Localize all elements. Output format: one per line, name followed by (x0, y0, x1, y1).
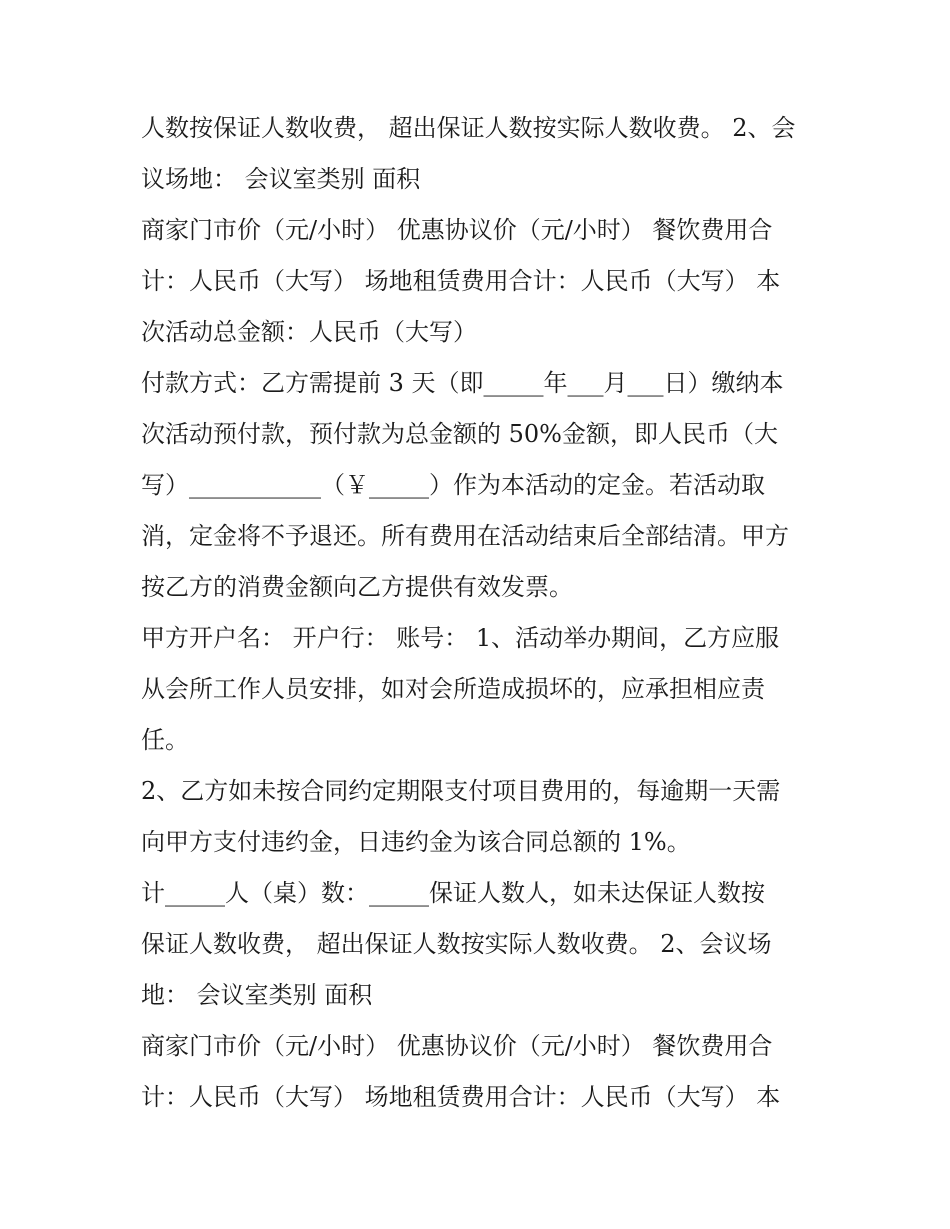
text-line: 付款方式：乙方需提前 3 天（即_____年___月___日）缴纳本 (141, 369, 784, 397)
text-line: 计：人民币（大写） 场地租赁费用合计：人民币（大写） 本 (141, 1083, 781, 1111)
text-line: 计：人民币（大写） 场地租赁费用合计：人民币（大写） 本 (141, 267, 781, 295)
text-line: 2、乙方如未按合同约定期限支付项目费用的，每逾期一天需 (141, 777, 781, 805)
text-line: 商家门市价（元/小时） 优惠协议价（元/小时） 餐饮费用合 (141, 216, 773, 244)
text-line: 议场地： 会议室类别 面积 (141, 165, 421, 193)
document-body (141, 103, 821, 1123)
text-line: 消，定金将不予退还。所有费用在活动结束后全部结清。甲方 (141, 522, 789, 550)
text-line: 按乙方的消费金额向乙方提供有效发票。 (141, 573, 573, 601)
text-line: 从会所工作人员安排，如对会所造成损坏的，应承担相应责 (141, 675, 765, 703)
text-line: 地： 会议室类别 面积 (141, 981, 373, 1009)
text-line: 次活动总金额：人民币（大写） (141, 318, 477, 346)
text-line: 任。 (141, 726, 189, 754)
text-line: 人数按保证人数收费， 超出保证人数按实际人数收费。 2、会 (141, 114, 796, 142)
text-line: 保证人数收费， 超出保证人数按实际人数收费。 2、会议场 (141, 930, 772, 958)
text-line: 向甲方支付违约金，日违约金为该合同总额的 1%。 (141, 828, 691, 856)
text-line: 次活动预付款，预付款为总金额的 50%金额，即人民币（大 (141, 420, 778, 448)
text-line: 写）___________（￥_____）作为本活动的定金。若活动取 (141, 471, 765, 499)
text-line: 甲方开户名： 开户行： 账号： 1、活动举办期间，乙方应服 (141, 624, 780, 652)
text-line: 商家门市价（元/小时） 优惠协议价（元/小时） 餐饮费用合 (141, 1032, 773, 1060)
text-line: 计_____人（桌）数：_____保证人数人，如未达保证人数按 (141, 879, 765, 907)
